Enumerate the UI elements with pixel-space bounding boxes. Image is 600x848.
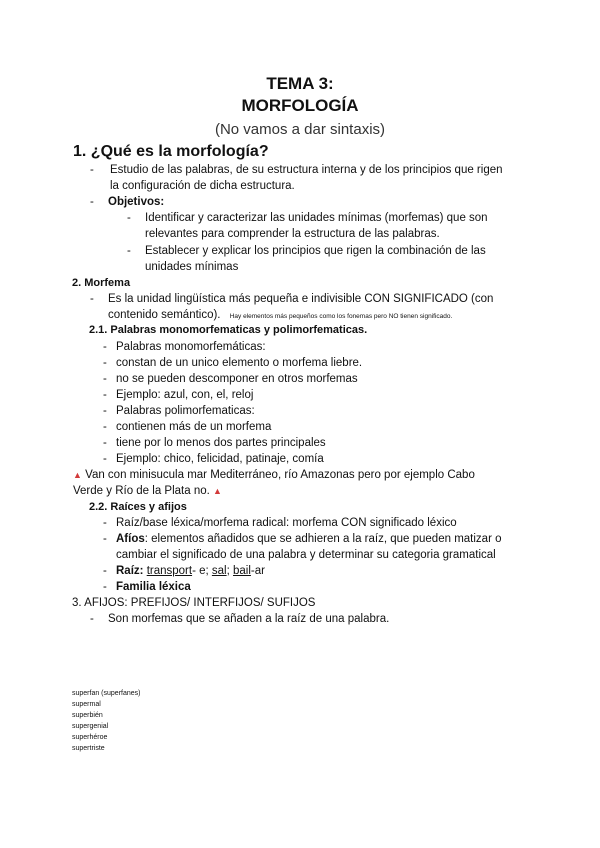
section1-bullet1-line1: Estudio de las palabras, de su estructura interna y de los principios que rigen (110, 164, 503, 176)
morfema-def-text: contenido semántico). (108, 309, 221, 321)
section1-heading: 1. ¿Qué es la morfología? (73, 143, 269, 160)
list-item: contienen más de un morfema (116, 421, 272, 433)
section2-heading: 2. Morfema (72, 277, 131, 289)
familia-lexica: Familia léxica (116, 581, 191, 593)
raiz-example-sal-suffix: ; (226, 565, 230, 577)
objetivos-label: Objetivos: (108, 196, 165, 208)
note-line2-text: Verde y Río de la Plata no. (73, 485, 210, 497)
subsection-2-1-heading: 2.1. Palabras monomorfematicas y polimorfematicas. (89, 324, 368, 336)
dash-bullet: - (103, 421, 107, 433)
subsection-2-2-heading: 2.2. Raíces y afijos (89, 501, 187, 513)
morfema-def-line2 (108, 307, 452, 325)
note-line1-text: Van con minisucula mar Mediterráneo, río Amazonas pero por ejemplo Cabo (85, 469, 475, 481)
dash-bullet: - (103, 373, 107, 385)
list-item: no se pueden descomponer en otros morfemas (116, 373, 358, 385)
warning-triangle-icon: ▲ (213, 486, 222, 496)
dash-bullet: - (103, 565, 107, 577)
objetivo2-line2: unidades mínimas (145, 261, 239, 273)
dash-bullet: - (103, 405, 107, 417)
raiz-examples (116, 563, 265, 579)
morfema-def-line1: Es la unidad lingüística más pequeña e indivisible CON SIGNIFICADO (con (108, 293, 494, 305)
list-item: Palabras monomorfemáticas: (116, 341, 266, 353)
section3-bullet: Son morfemas que se añaden a la raíz de una palabra. (108, 613, 390, 625)
objetivo1-line1: Identificar y caracterizar las unidades mínimas (morfemas) que son (145, 212, 488, 224)
dash-bullet: - (103, 341, 107, 353)
raiz-example-bail: bail (233, 565, 251, 577)
objetivo1-line2: relevantes para comprender la estructura de las palabras. (145, 228, 440, 240)
tiny-note: Hay elementos más pequeños como los fonemas pero NO tienen significado. (229, 313, 453, 320)
footnote-example: superhéroe (72, 734, 108, 741)
dash-bullet: - (127, 245, 131, 257)
note-line2 (73, 483, 222, 499)
objetivo2-line1: Establecer y explicar los principios que rigen la combinación de las (145, 245, 486, 257)
dash-bullet: - (103, 517, 107, 529)
footnote-example: superfan (superfanes) (72, 690, 141, 697)
dash-bullet: - (103, 453, 107, 465)
afijos-line1 (116, 531, 528, 547)
dash-bullet: - (103, 533, 107, 545)
dash-bullet: - (90, 613, 94, 625)
footnote-example: supermal (72, 701, 101, 708)
list-item: Ejemplo: azul, con, el, reloj (116, 389, 254, 401)
subtitle: (No vamos a dar sintaxis) (214, 121, 386, 138)
title-line-1: TEMA 3: (266, 74, 334, 93)
afijos-text: : elementos añadidos que se adhieren a la raíz, que pueden matizar o (144, 533, 502, 545)
afijos-line2: cambiar el significado de una palabra y determinar su categoria gramatical (116, 549, 496, 561)
dash-bullet: - (90, 196, 94, 208)
raiz-example-sal: sal (211, 565, 227, 577)
list-item: Ejemplo: chico, felicidad, patinaje, comía (116, 453, 324, 465)
raiz-base-item: Raíz/base léxica/morfema radical: morfema CON significado léxico (116, 517, 457, 529)
list-item: constan de un unico elemento o morfema liebre. (116, 357, 363, 369)
list-item: tiene por lo menos dos partes principales (116, 437, 326, 449)
raiz-example-transport: transport (146, 565, 193, 577)
section1-bullet1-line2: la configuración de dicha estructura. (110, 180, 295, 192)
raiz-example-transport-suffix: - e; (192, 565, 209, 577)
dash-bullet: - (103, 357, 107, 369)
dash-bullet: - (103, 389, 107, 401)
footnote-example: superbién (72, 712, 103, 719)
section3-heading: 3. AFIJOS: PREFIJOS/ INTERFIJOS/ SUFIJOS (72, 597, 316, 609)
raiz-label: Raíz: (116, 565, 144, 577)
dash-bullet: - (103, 581, 107, 593)
afijos-label: Afíos (116, 533, 145, 545)
note-line1 (73, 467, 475, 483)
warning-triangle-icon: ▲ (73, 470, 82, 480)
title-line-2: MORFOLOGÍA (241, 96, 359, 115)
footnote-example: supergenial (72, 723, 109, 730)
dash-bullet: - (127, 212, 131, 224)
raiz-example-bail-suffix: -ar (250, 565, 265, 577)
footnote-example: supertriste (72, 745, 105, 752)
dash-bullet: - (90, 164, 94, 176)
dash-bullet: - (90, 293, 94, 305)
dash-bullet: - (103, 437, 107, 449)
list-item: Palabras polimorfematicas: (116, 405, 255, 417)
